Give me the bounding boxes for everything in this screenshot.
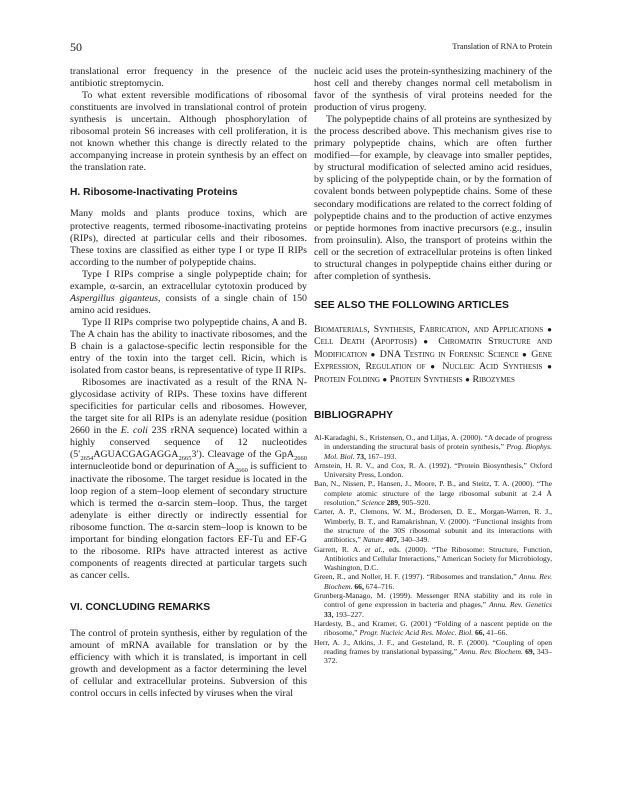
text-run: , consists of a single chain of 150 amino acid residues. bbox=[70, 292, 307, 316]
volume: 69, bbox=[522, 646, 535, 656]
entry-pages: , eds. (2000). “The Ribosome: Structure, Function, Antibiotics and Cellular Interactions,” American Society for Microbiology, Washington, D.C. bbox=[324, 544, 553, 573]
paragraph: translational error frequency in the presence of the antibiotic streptomycin. bbox=[70, 66, 307, 90]
entry-text: Garrett, R. A. bbox=[314, 544, 365, 554]
section-heading-concluding: VI. CONCLUDING REMARKS bbox=[70, 601, 211, 613]
bullet-separator: ● bbox=[465, 374, 470, 384]
see-also-link[interactable]: Chromatin Structure and Modification bbox=[314, 336, 553, 360]
entry-pages: 193–227. bbox=[333, 609, 364, 619]
entry-text: Arnstein, H. R. V., and Cox, R. A. (1992). “Protein Biosynthesis,” Oxford University Press, London. bbox=[314, 460, 552, 480]
journal-name: Annu. Rev. Biochem. bbox=[459, 646, 523, 656]
journal-name: Annu. Rev. Genetics bbox=[489, 600, 552, 610]
entry-pages: 343–372. bbox=[324, 646, 553, 666]
volume: 66, bbox=[352, 581, 364, 591]
right-column bbox=[314, 66, 552, 665]
bibliography-entry bbox=[314, 619, 552, 638]
page-number: 50 bbox=[70, 40, 82, 54]
text-run: Type I RIPs comprise a single polypeptide chain; for example, α-sarcin, an extracellular cytotoxin produced by bbox=[70, 268, 307, 292]
text-run: Ribosomes are inactivated as a result of the RNA N-glycosidase activity of RIPs. These toxins have different specificities for particular cells and ribosomes. However, the target site for all RIPs is an adenylate residue (position 2660 in the bbox=[70, 377, 307, 437]
subscript: 2660 bbox=[234, 467, 248, 475]
entry-text: Herr, A. J., Atkins, J. F., and Gesteland, R. F. (2000). “Coupling of open reading frames by translational bypassing,” bbox=[314, 637, 552, 656]
paragraph: To what extent reversible modifications of ribosomal constituents are involved in translational control of protein synthesis is uncertain. Although phosphorylation of ribosomal protein S6 increases with cell proliferation, it is not known whether this change is directly related to the accompanying increase in protein synthesis by an effect on the translation rate. bbox=[70, 90, 307, 174]
bibliography-entry bbox=[314, 591, 552, 619]
text-run: 3′). Cleavage of the GpA bbox=[191, 449, 294, 461]
entry-text: Hardesty, B., and Kramer, G. (2001) “Folding of a nascent peptide on the ribosome,” bbox=[314, 618, 552, 638]
paragraph bbox=[70, 377, 307, 582]
journal-name: Annu. Rev. Biochem. bbox=[324, 572, 552, 591]
volume: 407, bbox=[383, 535, 399, 545]
see-also-link[interactable]: Protein Synthesis bbox=[389, 373, 463, 385]
bullet-separator: ● bbox=[547, 324, 552, 334]
entry-text: Green, R., and Noller, H. F. (1997). “Ribosomes and translation,” bbox=[314, 572, 520, 582]
section-heading-bibliography: BIBLIOGRAPHY bbox=[314, 409, 393, 421]
text-run: is sufficient to inactivate the ribosome. The target residue is located in the loop region of a stem–loop element of secondary structure which is termed the α-sarcin stem–loop. Thus, the target adenylate is either directly or indirectly essential for ribosome function. The α-sarcin stem–loop is known to be important for binding elongation factors EF-Tu and EF-G to the ribosome. RIPs have attracted interest as active components of reagents directed at particular targets such as cancer cells. bbox=[70, 461, 307, 581]
see-also-link[interactable]: Biomaterials, Synthesis, Fabrication, and Applications bbox=[314, 323, 544, 335]
volume: 66, bbox=[473, 628, 485, 638]
bibliography-entry bbox=[314, 572, 552, 591]
paragraph: The polypeptide chains of all proteins are synthesized by the process described above. This mechanism gives rise to primary polypeptide chains, which are often further modified—for example, by cleavage into smaller peptides, by structural modification of selected amino acid residues, by splicing of the polypeptide chain, or by the formation of covalent bonds between polypeptide chains. Some of these secondary modifications are related to the correct folding of polypeptide chains and to the production of active enzymes or peptide hormones from inactive precursors (e.g., insulin from proinsulin). Also, the transport of proteins within the cell or the secretion of extracellular proteins is often linked to structural changes in polypeptide chains either during or after completion of synthesis. bbox=[314, 114, 552, 282]
species-name: Aspergillus giganteus bbox=[70, 292, 158, 304]
journal-name: Progr. Nucleic Acid Res. Molec. Biol. bbox=[359, 628, 474, 638]
entry-pages: 674–716. bbox=[363, 581, 395, 591]
paragraph: Many molds and plants produce toxins, which are protective reagents, termed ribosome-inactivating proteins (RIPs), directed at particular cells and their ribosomes. These toxins are classified as either type I or type II RIPs according to the number of polypeptide chains. bbox=[70, 208, 307, 268]
journal-name: Science bbox=[361, 498, 385, 508]
left-column bbox=[70, 66, 307, 700]
entry-pages: 340–349. bbox=[398, 535, 430, 545]
subscript: 2665 bbox=[178, 455, 192, 463]
entry-text: Grunberg-Manago, M. (1999). Messenger RNA stability and its role in control of gene expression in bacteria and phages,” bbox=[314, 591, 552, 610]
see-also-link[interactable]: Gene Expression, Regulation of bbox=[314, 348, 553, 373]
running-title: Translation of RNA to Protein bbox=[452, 41, 552, 51]
bibliography-entry bbox=[314, 479, 552, 507]
text-run: internucleotide bond or depurination of A bbox=[70, 461, 235, 473]
see-also-link[interactable]: Ribozymes bbox=[472, 373, 515, 385]
bibliography-entry bbox=[314, 461, 552, 480]
text-run: Type II RIPs comprise two polypeptide chains, A and B. The A chain has the ability to inactivate ribosomes, and the B chain is a galactose-specific lectin responsible for the entry of the toxin into the target cell. Ricin, which is isolated from castor beans, is representative of type II RIPs. bbox=[70, 316, 307, 377]
see-also-link[interactable]: DNA Testing in Forensic Science bbox=[379, 348, 519, 360]
bullet-separator: ● bbox=[547, 362, 553, 372]
bibliography-entry bbox=[314, 638, 552, 666]
volume: 33, bbox=[324, 609, 334, 619]
see-also-list bbox=[314, 324, 552, 386]
bullet-separator: ● bbox=[370, 349, 377, 359]
see-also-link[interactable]: Nucleic Acid Synthesis bbox=[442, 361, 543, 373]
subscript: 2654 bbox=[80, 455, 94, 463]
paragraph: The control of protein synthesis, either by regulation of the amount of mRNA available for translation or by the efficiency with which it is translated, is important in cell growth and development as a factor determining the level of cellular and extracellular proteins. Subversion of this control occurs in cells infected by viruses when the viral bbox=[70, 627, 307, 700]
subscript: 2660 bbox=[294, 455, 307, 463]
paragraph bbox=[70, 269, 307, 317]
bullet-separator: ● bbox=[430, 362, 438, 372]
paragraph: nucleic acid uses the protein-synthesizing machinery of the host cell and thereby changes normal cell metabolism in favor of the synthesis of viral proteins needed for the production of virus progeny. bbox=[314, 66, 552, 114]
page-header bbox=[70, 40, 552, 54]
entry-pages: 41–66. bbox=[484, 628, 508, 638]
see-also-link[interactable]: Cell Death (Apoptosis) bbox=[314, 336, 417, 348]
volume: 73, bbox=[354, 451, 366, 461]
bullet-separator: ● bbox=[423, 337, 432, 347]
journal-name: et al. bbox=[364, 544, 383, 554]
paragraph bbox=[70, 317, 307, 377]
species-name: E. coli bbox=[120, 425, 148, 437]
entry-text: Carter, A. P., Clemons, W. M., Brodersen, D. E., Morgan-Warren, R. J., Wimberly, B. T., and Ramakrishnan, V. (2000). “Functional insights from the structure of the 30S ribosomal subunit and its interactions with antibiotics,” bbox=[314, 507, 552, 545]
bibliography-entry bbox=[314, 545, 552, 573]
section-heading-ribosome-inactivating: H. Ribosome-Inactivating Proteins bbox=[70, 187, 238, 199]
bibliography-list bbox=[314, 433, 552, 665]
text-run: 23S rRNA sequence) located within a highly conserved sequence of 12 nucleotides (5′ bbox=[70, 425, 307, 461]
entry-pages: 905–920. bbox=[399, 498, 431, 508]
entry-pages: 167–193. bbox=[365, 451, 397, 461]
entry-text: Al-Karadaghi, S., Kristensen, O., and Liljas, A. (2000). “A decade of progress in understanding the structural basis of protein synthesis,” bbox=[314, 432, 552, 452]
see-also-link[interactable]: Protein Folding bbox=[314, 373, 380, 385]
section-heading-see-also: SEE ALSO THE FOLLOWING ARTICLES bbox=[314, 299, 509, 311]
journal-name: Prog. Biophys. Mol. Biol. bbox=[324, 442, 552, 461]
sequence: AGUACGAGAGGA bbox=[93, 449, 179, 461]
bibliography-entry bbox=[314, 507, 552, 544]
journal-name: Nature bbox=[362, 535, 384, 545]
bullet-separator: ● bbox=[522, 349, 528, 359]
bibliography-entry bbox=[314, 433, 552, 461]
entry-text: Ban, N., Nissen, P., Hansen, J., Moore, P. B., and Steitz, T. A. (2000). “The complete atomic structure of the large ribosomal subunit at 2.4 Å resolution,” bbox=[314, 479, 552, 508]
bullet-separator: ● bbox=[382, 374, 388, 384]
volume: 289, bbox=[384, 498, 400, 508]
